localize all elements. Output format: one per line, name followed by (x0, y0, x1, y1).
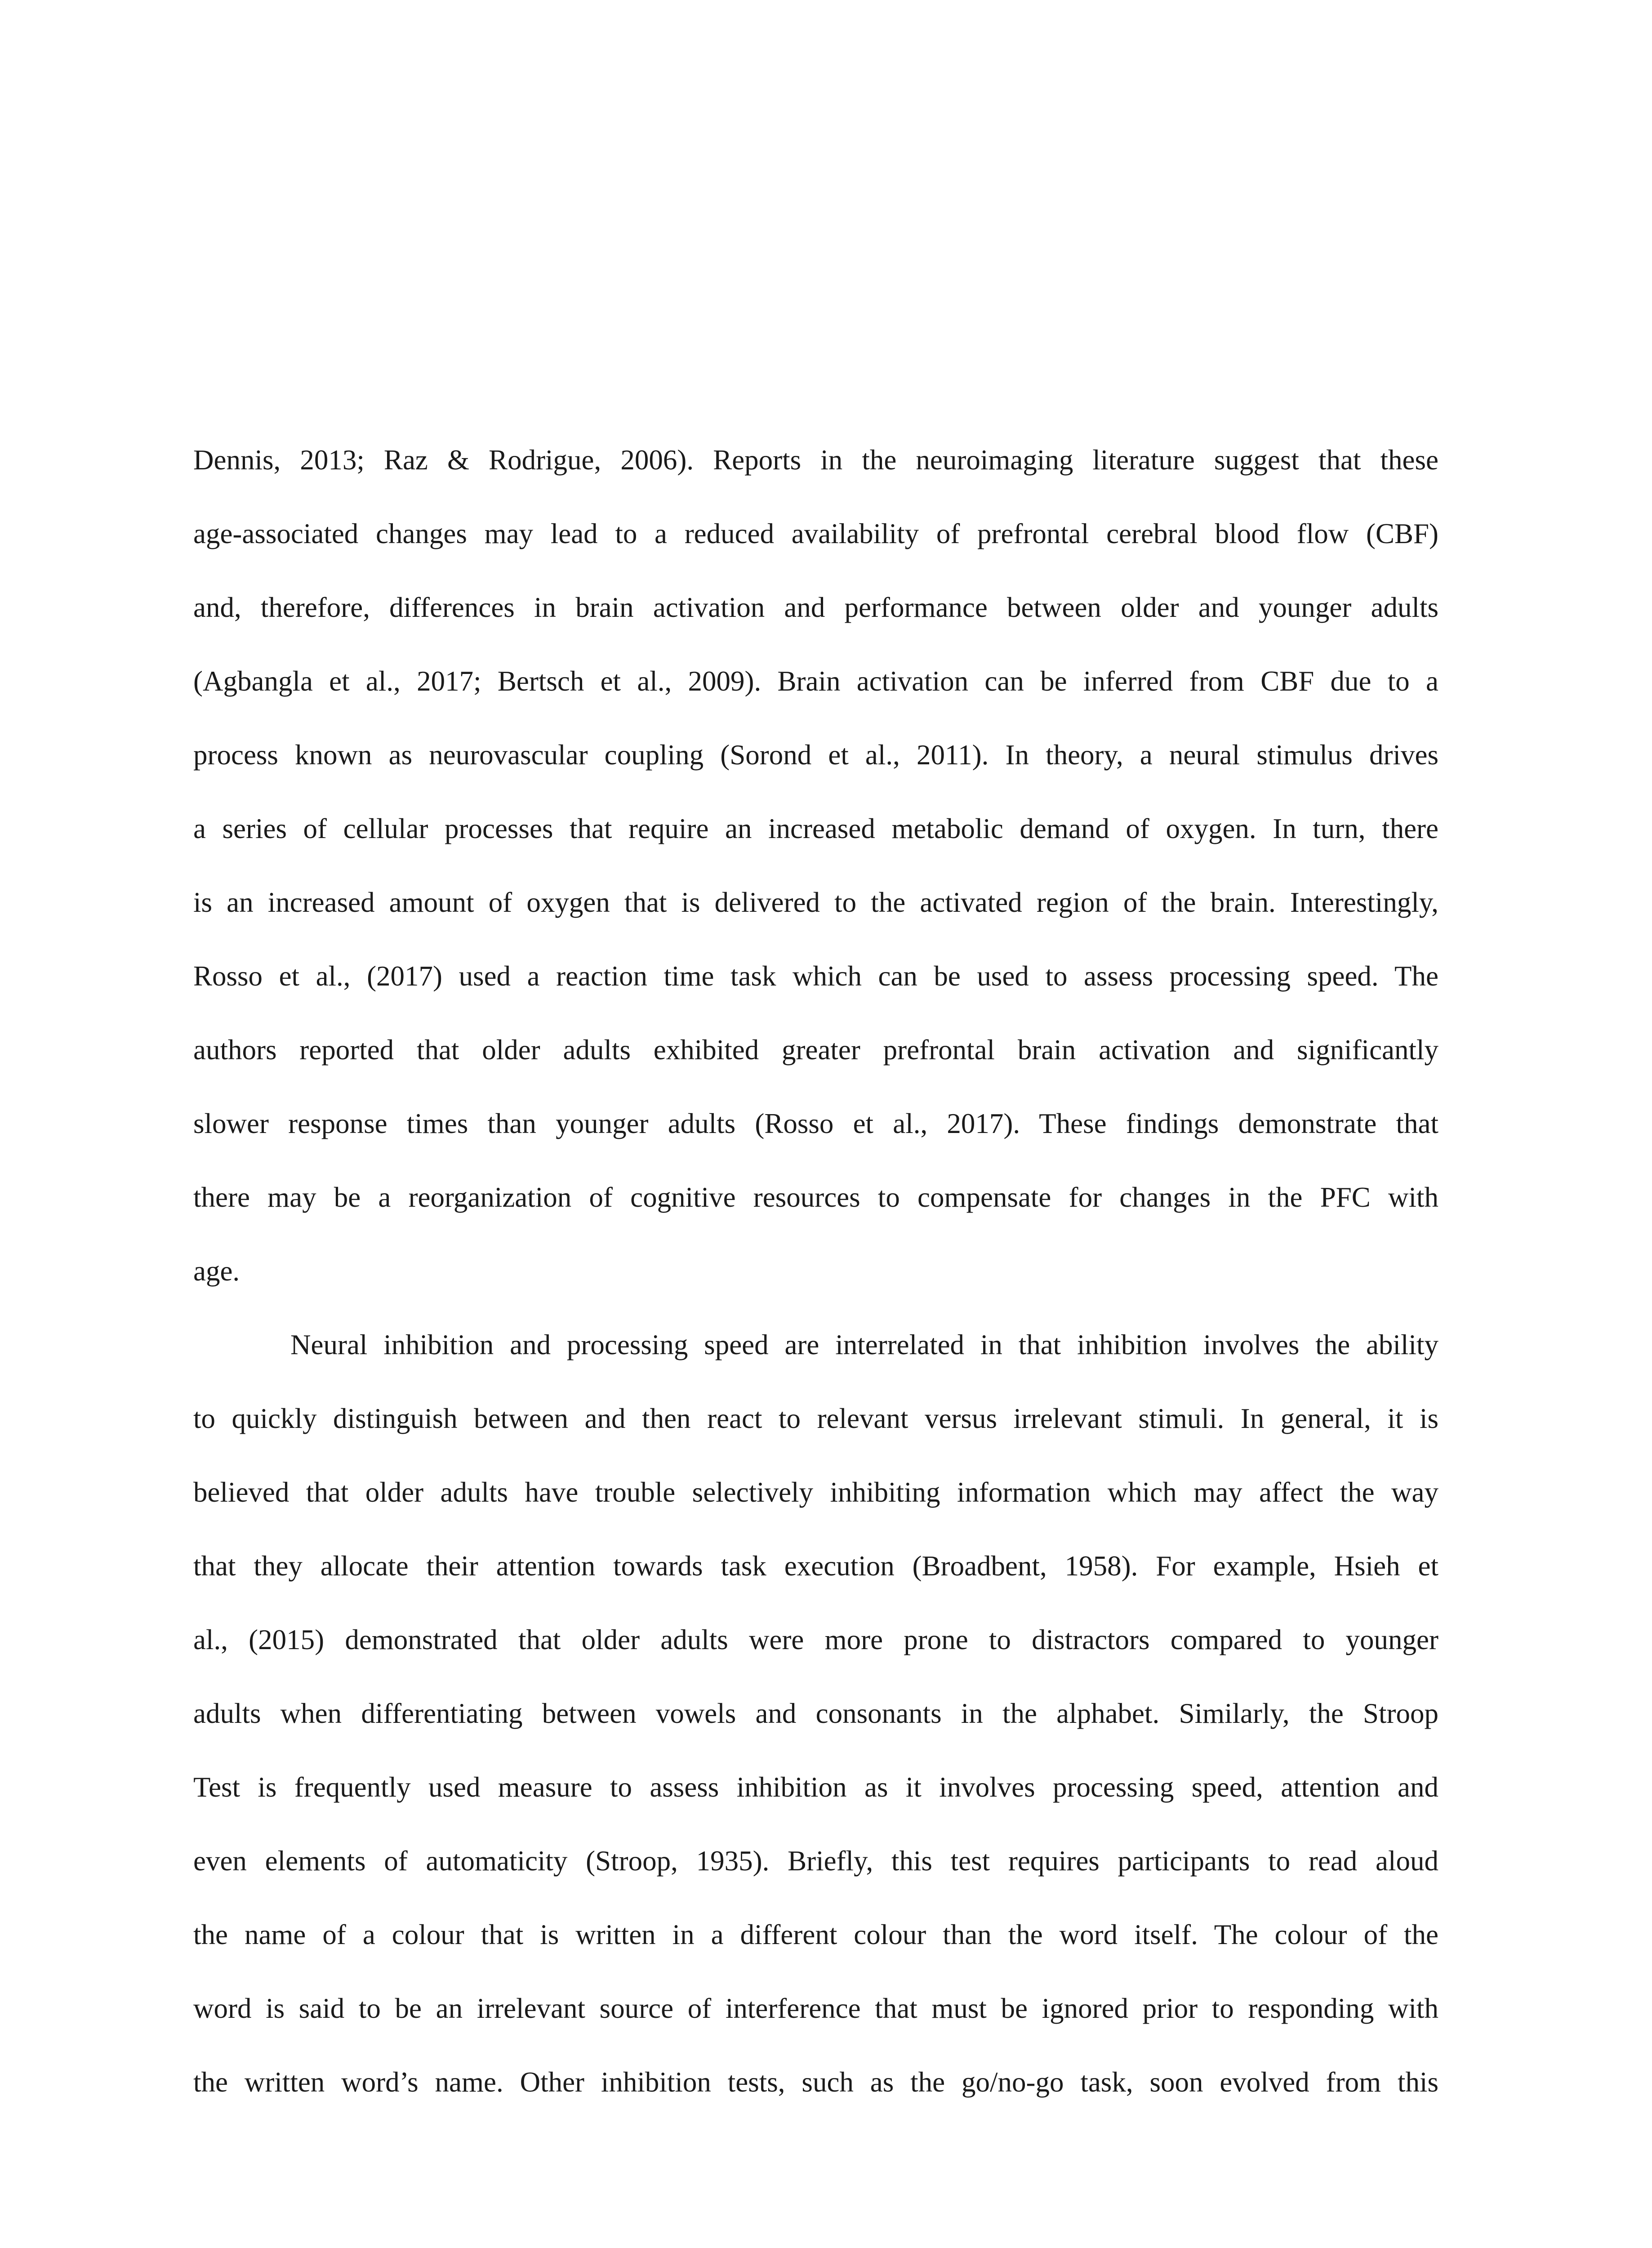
paragraph-first-line: Neural inhibition and processing speed are interrelated in that inhibition involves the ability (290, 1329, 1438, 1360)
text-line: age. (193, 1255, 240, 1287)
text-line: that they allocate their attention towards task execution (Broadbent, 1958). For example, Hsieh et (193, 1550, 1438, 1582)
text-line: adults when differentiating between vowels and consonants in the alphabet. Similarly, the Stroop (193, 1698, 1438, 1729)
text-line: believed that older adults have trouble selectively inhibiting information which may affect the way (193, 1476, 1438, 1508)
text-line: word is said to be an irrelevant source of interference that must be ignored prior to responding with (193, 1993, 1438, 2024)
text-line: the written word’s name. Other inhibition tests, such as the go/no-go task, soon evolved from this (193, 2066, 1438, 2098)
text-line: process known as neurovascular coupling (Sorond et al., 2011). In theory, a neural stimulus drives (193, 739, 1438, 771)
text-line: (Agbangla et al., 2017; Bertsch et al., 2009). Brain activation can be inferred from CBF due to a (193, 665, 1438, 697)
text-line: authors reported that older adults exhibited greater prefrontal brain activation and significantly (193, 1034, 1438, 1066)
text-line: Test is frequently used measure to assess inhibition as it involves processing speed, attention and (193, 1771, 1438, 1803)
text-line: slower response times than younger adults (Rosso et al., 2017). These findings demonstrate that (193, 1108, 1438, 1139)
body-text (193, 432, 1438, 2128)
text-line: even elements of automaticity (Stroop, 1935). Briefly, this test requires participants to read aloud (193, 1845, 1438, 1877)
text-line: the name of a colour that is written in a different colour than the word itself. The colour of the (193, 1919, 1438, 1950)
text-line: to quickly distinguish between and then react to relevant versus irrelevant stimuli. In general, it is (193, 1403, 1438, 1434)
text-line: there may be a reorganization of cognitive resources to compensate for changes in the PFC with (193, 1182, 1438, 1213)
text-line: a series of cellular processes that require an increased metabolic demand of oxygen. In turn, there (193, 813, 1438, 844)
text-line: and, therefore, differences in brain activation and performance between older and younger adults (193, 592, 1438, 623)
text-line: is an increased amount of oxygen that is delivered to the activated region of the brain. Interestingly, (193, 887, 1438, 918)
text-line: al., (2015) demonstrated that older adults were more prone to distractors compared to younger (193, 1624, 1438, 1655)
text-line: Rosso et al., (2017) used a reaction time task which can be used to assess processing speed. The (193, 960, 1438, 992)
text-line: age-associated changes may lead to a reduced availability of prefrontal cerebral blood flow (CBF) (193, 518, 1438, 549)
text-line: Dennis, 2013; Raz & Rodrigue, 2006). Reports in the neuroimaging literature suggest that these (193, 444, 1438, 476)
